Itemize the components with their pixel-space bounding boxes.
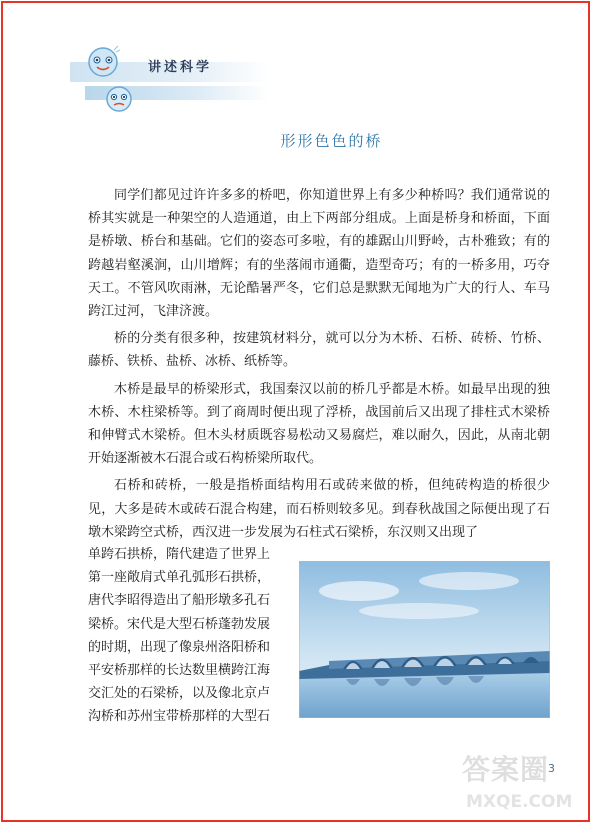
paragraph: 石桥和砖桥，一般是指桥面结构用石或砖来做的桥，但纯砖构造的桥很少见，大多是砖木或砖石混合构建，而石桥则较多见。到春秋战国之际便出现了石墩木梁跨空式桥，西汉进一步发展为石柱式石梁桥，东汉则又出现了 (88, 478, 550, 540)
page-number: 3 (548, 762, 555, 775)
text-line: 第一座敞肩式单孔弧形石拱桥， (88, 570, 271, 586)
body-text (88, 184, 550, 548)
text-line: 交汇处的石梁桥，以及像北京卢 (88, 686, 271, 702)
text-line: 单跨石拱桥，隋代建造了世界上 (88, 547, 271, 562)
text-line: 平安桥那样的长达数里横跨江海 (88, 663, 271, 679)
text-line: 沟桥和苏州宝带桥那样的大型石 (88, 709, 271, 725)
mascot-happy-icon (86, 44, 120, 80)
paragraph: 桥的分类有很多种，按建筑材料分，就可以分为木桥、石桥、砖桥、竹桥、藤桥、铁桥、盐桥、冰桥、纸桥等。 (88, 331, 550, 370)
watermark (462, 748, 587, 818)
mascot-sad-icon (104, 84, 134, 114)
page-title: 形形色色的桥 (280, 132, 383, 150)
section-label: 讲述科学 (148, 60, 213, 75)
text-line: 梁桥。宋代是大型石桥蓬勃发展 (88, 616, 271, 632)
text-line: 的时期，出现了像泉州洛阳桥和 (88, 639, 271, 655)
text-line: 唐代李昭得造出了船形墩多孔石 (88, 593, 271, 609)
paragraph: 同学们都见过许许多多的桥吧，你知道世界上有多少种桥吗？我们通常说的桥其实就是一种架空的人造通道，由上下两部分组成。上面是桥身和桥面，下面是桥墩、桥台和基础。它们的姿态可多啦，有的雄踞山川野岭，古朴雅致；有的跨越岩壑溪涧，山川增辉；有的坐落闹市通衢，造型奇巧；有的一桥多用，巧夺天工。不管风吹雨淋，无论酷暑严冬，它们总是默默无闻地为广大的行人、车马跨江过河，飞津济渡。 (88, 188, 550, 320)
watermark-cn: 答案圈 (462, 753, 550, 786)
watermark-en: MXQE.COM (466, 792, 573, 812)
paragraph: 木桥是最早的桥梁形式，我国秦汉以前的桥几乎都是木桥。如最早出现的独木桥、木柱梁桥等。到了商周时便出现了浮桥，战国前后又出现了排柱式木梁桥和伸臂式木梁桥。但木头材质既容易松动又易腐烂，难以耐久，因此，从南北朝开始逐渐被木石混合或石构桥梁所取代。 (88, 381, 550, 467)
wrapped-paragraph (88, 543, 293, 729)
arch-bridge-photo (299, 561, 550, 718)
